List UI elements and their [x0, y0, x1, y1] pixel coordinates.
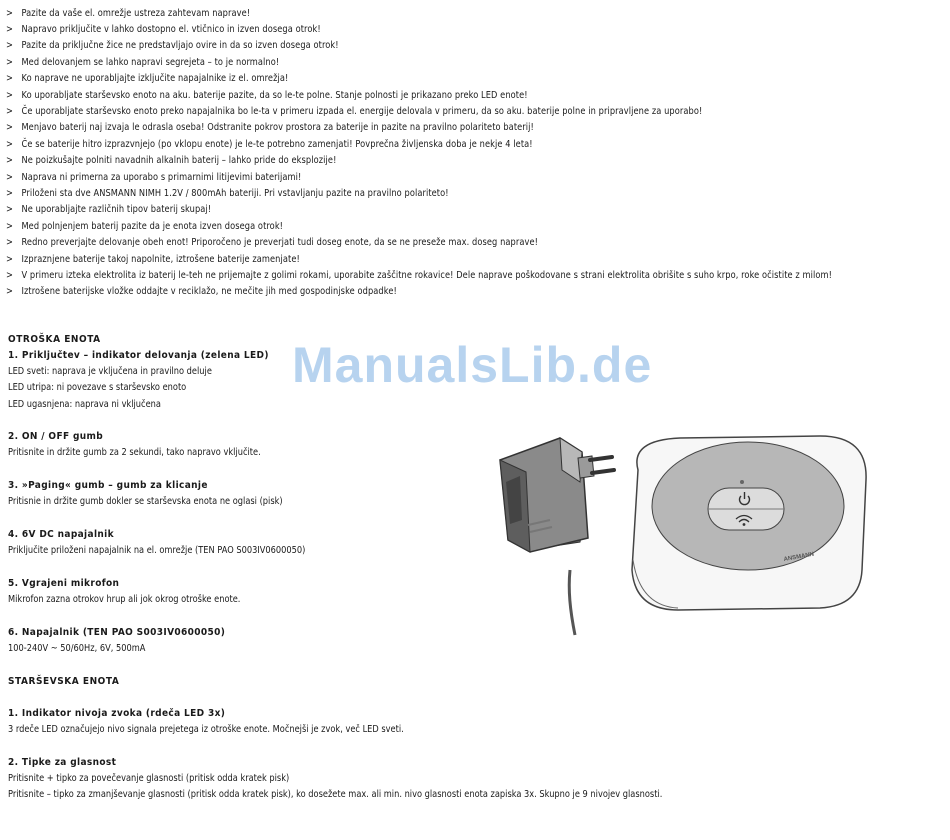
child-item1-line: LED ugasnjena: naprava ni vključena [8, 398, 161, 410]
bullet-item: > V primeru izteka elektrolita iz baterij le-teh ne prijemajte z golimi rokami, uporabite zaščitne rokavice! Dele naprave poškodovane s strani elektrolita obrišite s suho krpo, roke očistite z milom! [6, 269, 833, 281]
bullet-item: > Menjavo baterij naj izvaja le odrasla oseba! Odstranite pokrov prostora za baterije in pazite na pravilno polariteto baterij! [6, 122, 534, 134]
child-item5-text: Mikrofon zazna otrokov hrup ali jok okrog otroške enote. [8, 594, 241, 605]
child-item1-line: LED utripa: ni povezave s starševsko enoto [8, 382, 187, 394]
product-illustration [490, 420, 930, 660]
watermark: ManualsLib.de [292, 337, 653, 393]
parent-unit-title: STARŠEVSKA ENOTA [8, 676, 120, 687]
child-item3-text: Pritisnie in držite gumb dokler se starševska enota ne oglasi (pisk) [8, 496, 283, 507]
child-item2 [8, 429, 478, 461]
parent-item1-text: 3 rdeče LED označujejo nivo signala prejetega iz otroške enote. Močnejši je zvok, več LED sveti. [8, 724, 404, 735]
bullet-item: > Pazite da priključne žice ne predstavljajo ovire in da so izven dosega otrok! [6, 40, 339, 52]
child-item2-title: 2. ON / OFF gumb [8, 431, 104, 442]
bullet-item: > Med polnjenjem baterij pazite da je enota izven dosega otrok! [6, 220, 284, 232]
child-unit-title: OTROŠKA ENOTA [8, 334, 101, 345]
bullet-item: > Priloženi sta dve ANSMANN NIMH 1.2V / 800mAh bateriji. Pri vstavljanju pazite na pravilno polariteto! [6, 187, 449, 199]
status-led [740, 480, 744, 484]
child-item5 [8, 576, 478, 608]
parent-item2-title: 2. Tipke za glasnost [8, 757, 117, 768]
parent-item2-line: Pritisnite – tipko za zmanjševanje glasnosti (pritisk odda kratek pisk), ko dosežete max. ali min. nivo glasnosti enota zapiska 3x. Skupno je 9 nivojev glasnosti. [8, 789, 663, 801]
child-item5-title: 5. Vgrajeni mikrofon [8, 578, 120, 589]
bullet-item: > Izpraznjene baterije takoj napolnite, iztrošene baterije zamenjate! [6, 253, 300, 265]
bullet-item: > Iztrošene baterijske vložke oddajte v reciklažo, ne mečite jih med gospodinjske odpadke! [6, 286, 397, 298]
child-item6 [8, 625, 478, 657]
parent-item2 [8, 755, 948, 804]
child-item1-title: 1. Priključtev – indikator delovanja (zelena LED) [8, 350, 269, 361]
safety-bullet-list [6, 5, 936, 300]
bullet-item: > Naprava ni primerna za uporabo s primarnimi litijevimi baterijami! [6, 171, 302, 183]
bullet-item: > Ne uporabljajte različnih tipov baterij skupaj! [6, 204, 212, 216]
bullet-item: > Pazite da vaše el. omrežje ustreza zahtevam naprave! [6, 7, 251, 19]
bullet-item: > Ne poizkušajte polniti navadnih alkalnih baterij – lahko pride do eksplozije! [6, 155, 337, 167]
parent-unit-section [8, 674, 478, 690]
child-item4-text: Priključite priloženi napajalnik na el. omrežje (TEN PAO S003IV0600050) [8, 545, 306, 556]
child-item3-title: 3. »Paging« gumb – gumb za klicanje [8, 480, 208, 491]
child-item6-text: 100-240V ~ 50/60Hz, 6V, 500mA [8, 643, 146, 654]
bullet-item: > Če se baterije hitro izprazvnjejo (po vklopu enote) je le-te potrebno zamenjati! Povprečna življenska doba je nekje 4 leta! [6, 138, 533, 150]
bullet-item: > Napravo priključite v lahko dostopno el. vtičnico in izven dosega otrok! [6, 24, 321, 36]
child-item6-title: 6. Napajalnik (TEN PAO S003IV0600050) [8, 627, 226, 638]
bullet-item: > Ko naprave ne uporabljajte izključite napajalnike iz el. omrežja! [6, 73, 289, 85]
parent-item2-line: Pritisnite + tipko za povečevanje glasnosti (pritisk odda kratek pisk) [8, 773, 290, 784]
parent-item1 [8, 706, 948, 738]
child-unit-section [8, 332, 478, 413]
bullet-item: > Ko uporabljate starševsko enoto na aku. baterije pazite, da so le-te polne. Stanje polnosti je prikazano preko LED enote! [6, 89, 528, 101]
bullet-item: > Če uporabljate starševsko enoto preko napajalnika bo le-ta v primeru izpada el. energije delovala v primeru, da so aku. baterije polne in pripravljene za uporabo! [6, 106, 703, 118]
power-adapter-image [500, 438, 614, 635]
parent-item1-title: 1. Indikator nivoja zvoka (rdeča LED 3x) [8, 708, 226, 719]
child-item1-line: LED sveti: naprava je vključena in pravilno deluje [8, 366, 212, 377]
child-item2-text: Pritisnite in držite gumb za 2 sekundi, tako napravo vključite. [8, 447, 261, 458]
baby-unit-image [632, 436, 866, 610]
child-item3 [8, 478, 478, 510]
child-item4 [8, 527, 478, 559]
bullet-item: > Med delovanjem se lahko napravi segrejeta – to je normalno! [6, 56, 280, 68]
brand-label: ANSMANN [783, 551, 815, 563]
child-item4-title: 4. 6V DC napajalnik [8, 529, 114, 540]
bullet-item: > Redno preverjajte delovanje obeh enot! Priporočeno je preverjati tudi doseg enote, da se ne preseže max. doseg naprave! [6, 237, 539, 249]
